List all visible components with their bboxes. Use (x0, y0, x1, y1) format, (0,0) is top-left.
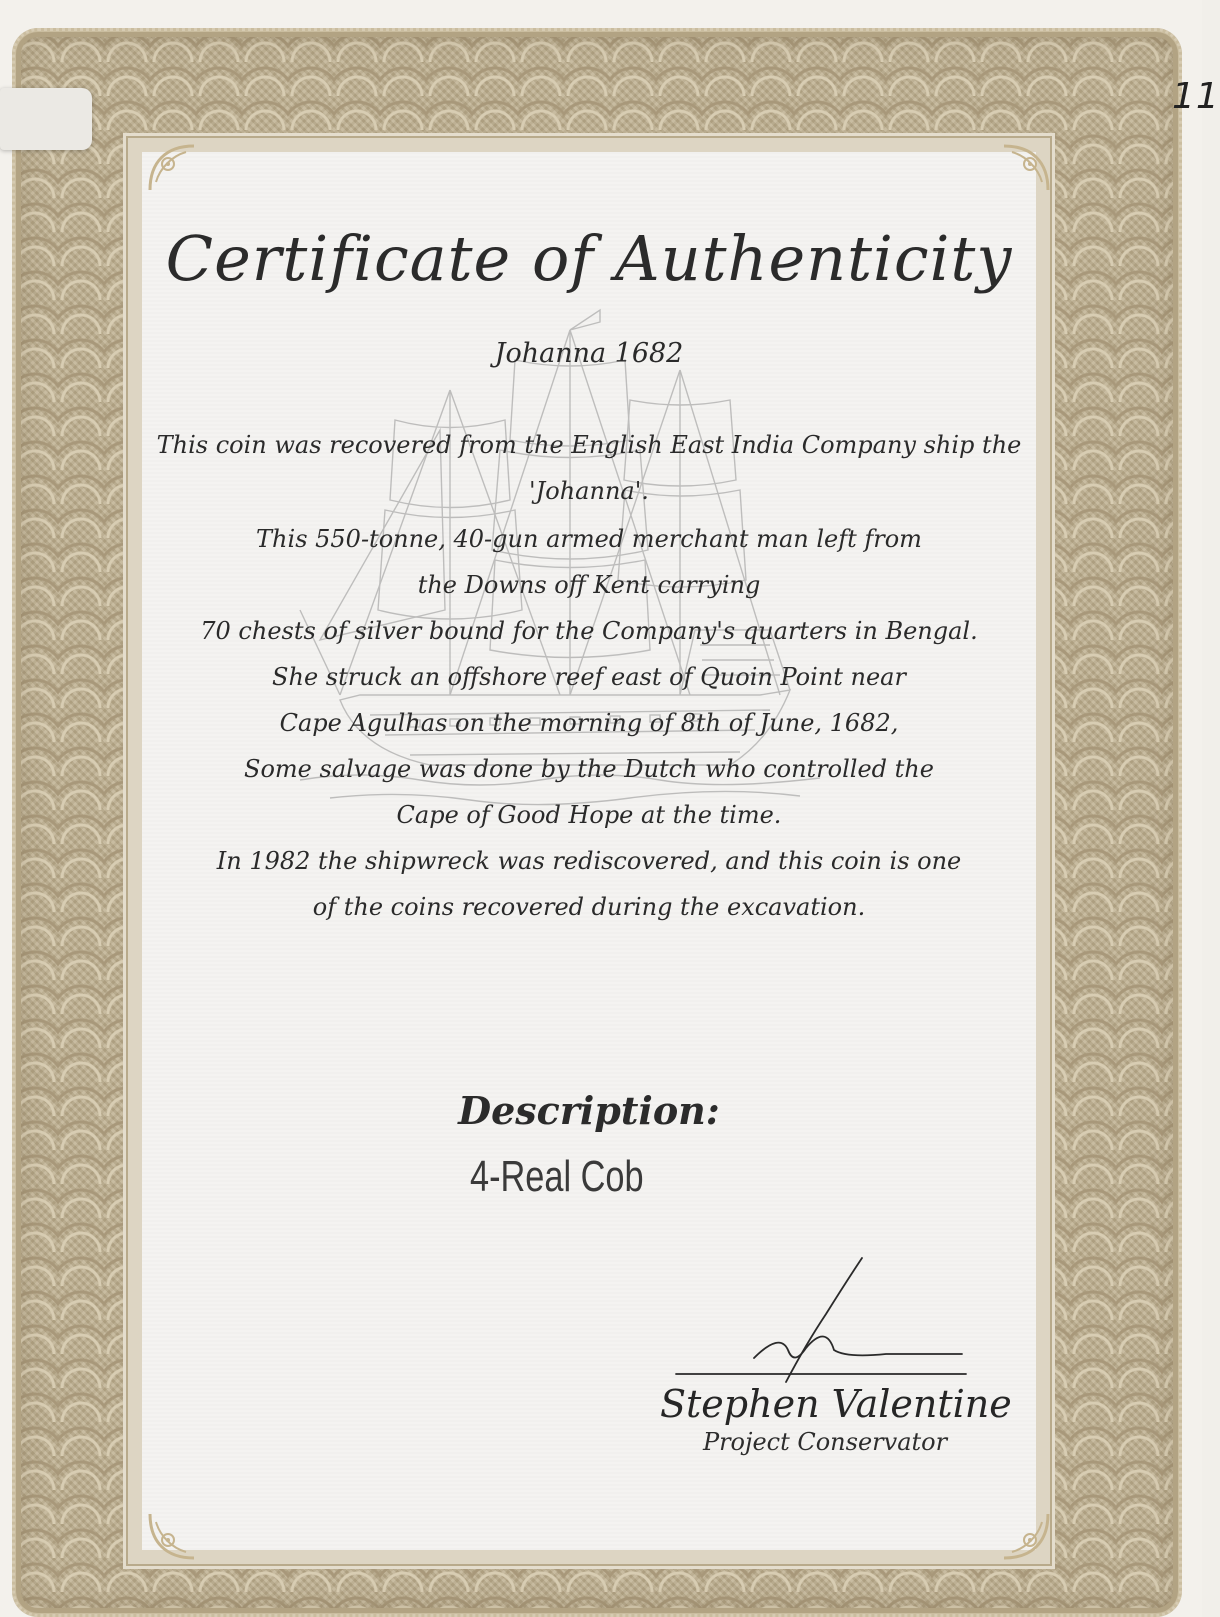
tape-strip (0, 88, 92, 150)
body-line: In 1982 the shipwreck was rediscovered, and this coin is one (216, 847, 962, 875)
description-heading: Description: (458, 1088, 720, 1133)
body-line: This coin was recovered from the English East India Company ship the (156, 431, 1022, 459)
body-line: 'Johanna'. (529, 477, 649, 505)
page-number: 11 (1172, 76, 1220, 117)
certificate-title: Certificate of Authenticity (165, 222, 1013, 295)
body-line: This 550-tonne, 40-gun armed merchant man left from (256, 525, 922, 553)
description-value: 4-Real Cob (470, 1152, 644, 1201)
body-line: Cape of Good Hope at the time. (396, 801, 782, 829)
corner-ornament-icon (146, 142, 198, 194)
body-line: the Downs off Kent carrying (417, 571, 761, 599)
body-line: 70 chests of silver bound for the Company's quarters in Bengal. (200, 617, 978, 645)
body-line: She struck an offshore reef east of Quoin Point near (272, 663, 906, 691)
corner-ornament-icon (1000, 142, 1052, 194)
body-line: Cape Agulhas on the morning of 8th of June, 1682, (279, 709, 899, 737)
corner-ornament-icon (1000, 1510, 1052, 1562)
signer-name: Stephen Valentine (660, 1382, 1012, 1426)
certificate-subtitle: Johanna 1682 (494, 338, 684, 369)
corner-ornament-icon (146, 1510, 198, 1562)
signature-icon (676, 1254, 976, 1384)
body-line: Some salvage was done by the Dutch who controlled the (244, 755, 934, 783)
signer-title: Project Conservator (702, 1428, 948, 1456)
body-line: of the coins recovered during the excavation. (312, 893, 866, 921)
